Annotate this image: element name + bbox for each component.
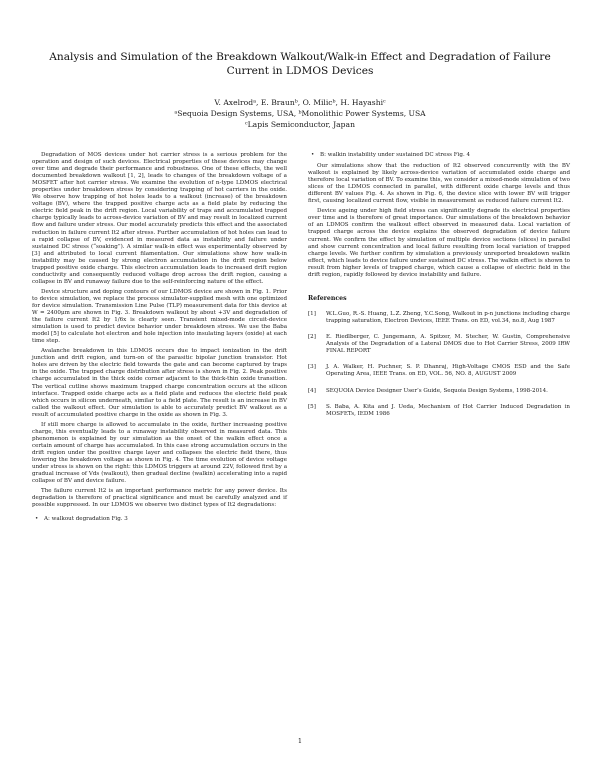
reference-text: E. Riedlberger, C. Jungemann, A. Spitzer, M. Stecher, W. Gustin, Comprehensive Analysis of the Degradation of a Lateral DMOS due to Hot Carrier Stress, 2009 IRW FINAL REPORT bbox=[326, 334, 570, 355]
body-paragraph: If still more charge is allowed to accumulate in the oxide, further increasing positive charge, this eventually leads to a runaway instability observed in measured data. This phenomenon is explained by our simulation as the onset of the walkin effect once a certain amount of charge has accumulated. In this case strong accumulation occurs in the drift region under the positive charge layer and collapses the electric field there, thus lowering the breakdown voltage as shown in Fig. 4. The time evolution of device voltage under stress is shown on the right: this LDMOS triggers at around 22V, followed first by a gradual increase of Vds (walkout), then gradual decline (walkin) accelerating into a rapid collapse of BV and device failure. bbox=[32, 421, 287, 485]
body-paragraph: Device structure and doping contours of our LDMOS device are shown in Fig. 1. Prior to device simulation, we replace the process simulator-supplied mesh with one optimized for device simulation. Transmission Line Pulse (TLP) measurement data for this device at W = 2400μm are shown in Fig. 3. Breakdown walkout by about +3V and degradation of the failure current It2 by 1/6x is clearly seen. Transient mixed-mode circuit-device simulation is used to predict device behavior under breakdown stress. We use the Baba model [5] to calculate hot electron and hole injection into insulating layers (oxide) at each time step. bbox=[32, 288, 287, 345]
list-item bbox=[32, 516, 287, 523]
reference-item bbox=[308, 388, 570, 395]
author-names: V. Axelrodᵃ, E. Braunᵇ, O. Milicᵇ, H. Hayashiᶜ bbox=[214, 98, 386, 107]
reference-text: S. Baba, A. Kita and J. Ueda, Mechanism of Hot Carrier Induced Degradation in MOSFETs, IEDM 1986 bbox=[326, 403, 570, 417]
author-affiliation-1: ᵃSequoia Design Systems, USA, ᵇMonolithic Power Systems, USA bbox=[174, 109, 426, 118]
list-item bbox=[308, 152, 570, 159]
body-paragraph: Avalanche breakdown in this LDMOS occurs due to impact ionization in the drift junction and drift region, and turn-on of the parasitic bipolar junction transistor. Hot holes are driven by the electric field towards the gate and can become captured by traps in the oxide. The trapped charge distribution after stress is shown in Fig. 2. Peak positive charge accumulated in the thick oxide corner adjacent to the thick-thin oxide transition. The vertical cutline shows maximum trapped charge concentration occurs at the silicon interface. Trapped oxide charge acts as a field plate and reduces the electric field peak which occurs in silicon underneath, similar to a field plate. The result is an increase in BV called the walkout effect. Our simulation is able to accurately predict BV walkout as a result of accumulated positive charge in the oxide as shown in Fig. 3. bbox=[32, 348, 287, 418]
references-list bbox=[308, 311, 570, 418]
reference-text: SEQUOIA Device Designer User’s Guide, Sequoia Design Systems, 1998-2014. bbox=[326, 387, 548, 394]
right-column bbox=[308, 152, 570, 427]
paper-title: Analysis and Simulation of the Breakdown Walkout/Walk-in Effect and Degradation of Failure Current in LDMOS Devices bbox=[49, 51, 551, 77]
abstract-paragraph: Degradation of MOS devices under hot carrier stress is a serious problem for the operation and design of such devices. Electrical properties of these devices may change over time and degrade their performance and robustness. One of these effects, the well documented breakdown walkout [1, 2], leads to changes of the breakdown voltage of a MOSFET after hot carrier stress. We examine the evolution of n-type LDMOS electrical properties under breakdown stress by considering trapping of hot carriers in the oxide. We observe how trapping of hot holes leads to a walkout (increase) of the breakdown voltage (BV), where the trapped positive charge acts as a field plate by reducing the electric field peak in the drift region. Local variability of traps and accumulated trapped charge typically leads to across-device variation of BV and may result in localized current flow and failure under stress. Our model accurately predicts this effect and the associated reduction in failure current It2 after stress. Further accumulation of hot holes can lead to a rapid collapse of BV, evidenced in measured data as instability and failure under sustained DC stress (“soaking”). A similar walk-in effect was experimentally observed by [3] and attributed to local current filamentation. Our simulations show how walk-in instability may be caused by strong electron accumulation in the drift region below trapped positive oxide charge. This electron accumulation leads to increased drift region conductivity and consequently reduced voltage drop across the drift region, causing a collapse in BV and runaway failure due to the self-reinforcing nature of the effect. bbox=[32, 152, 287, 285]
list-item-text: A: walkout degradation Fig. 3 bbox=[44, 516, 128, 523]
reference-item bbox=[308, 364, 570, 378]
body-paragraph: Device ageing under high field stress can significantly degrade its electrical properties over time and is therefore of great importance. Our simulations of the breakdown behavior of an LDMOS confirm the walkout effect observed in measured data. Local variation of trapped charge across the device explains the observed degradation of device failure current. We confirm the effect by simulation of multiple device sections (slices) in parallel and show current concentration and local failure resulting from local variation of trapped charge levels. We further confirm by simulation a previously unreported breakdown walkin effect, which leads to device failure under sustained DC stress. The walkin effect is shown to result from higher levels of trapped charge, which cause a collapse of electric field in the drift region, rapidly followed by device instability and failure. bbox=[308, 208, 570, 278]
author-affiliation-2: ᶜLapis Semiconductor, Japan bbox=[245, 120, 355, 129]
references-heading: References bbox=[308, 294, 347, 302]
reference-text: J. A. Walker, H. Puchner, S. P. Dhanraj, High-Voltage CMOS ESD and the Safe Operating Area, IEEE Trans. on ED, VOL. 56, NO. 8, AUGUST 2009 bbox=[326, 364, 570, 378]
bullet-icon: • bbox=[311, 152, 315, 158]
reference-item bbox=[308, 404, 570, 418]
reference-number: [3] bbox=[308, 364, 316, 371]
page-number: 1 bbox=[297, 737, 303, 745]
reference-item bbox=[308, 334, 570, 355]
reference-number: [1] bbox=[308, 310, 316, 317]
bullet-icon: • bbox=[35, 516, 39, 523]
body-paragraph: Our simulations show that the reduction of It2 observed concurrently with the BV walkout is explained by likely across-device variation of accumulated oxide charge and therefore local variation of BV. To examine this, we consider a mixed-mode simulation of two slices of the LDMOS connected in parallel, with different oxide charge levels and thus different BV values Fig. 4. As shown in Fig. 6, the device slice with lower BV will trigger first, causing localized current flow, visible in measurement as reduced failure current It2. bbox=[308, 163, 570, 205]
reference-number: [5] bbox=[308, 403, 316, 410]
list-item-text: B: walkin instability under sustained DC stress Fig. 4 bbox=[320, 152, 471, 158]
reference-text: W.L.Guo, R.-S. Huang, L.Z. Zheng, Y.C.Song, Walkout in p-n junctions including charge trapping saturation, Electron Devices, IEEE Trans. on ED, vol.34, no.8, Aug 1987 bbox=[326, 310, 570, 324]
degradation-list-continued bbox=[308, 152, 570, 159]
body-paragraph: The failure current It2 is an important performance metric for any power device. Its degradation is therefore of practical significance and must be carefully analyzed and if possible suppressed. In our LDMOS we observe two distinct types of It2 degradations: bbox=[32, 488, 287, 509]
reference-item bbox=[308, 311, 570, 325]
left-column bbox=[32, 152, 287, 527]
reference-number: [2] bbox=[308, 334, 316, 341]
author-block bbox=[30, 97, 570, 130]
reference-number: [4] bbox=[308, 387, 316, 394]
degradation-list bbox=[32, 516, 287, 523]
